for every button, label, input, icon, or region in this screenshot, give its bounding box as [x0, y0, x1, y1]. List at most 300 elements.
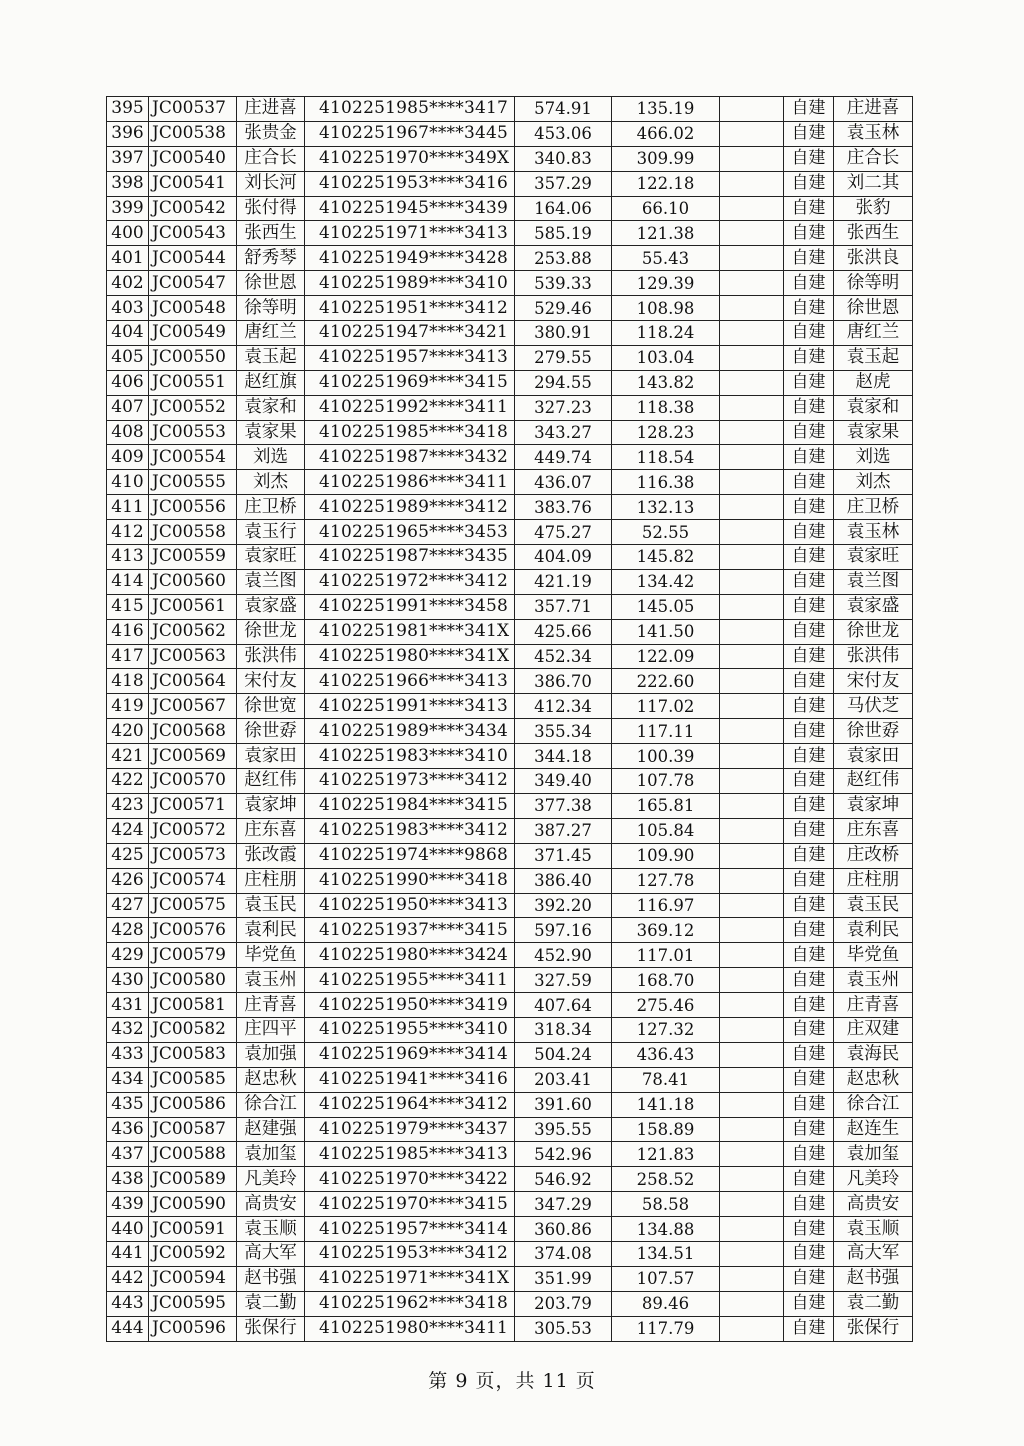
cell-code: JC00538 — [149, 121, 237, 146]
cell-type: 自建 — [784, 1017, 834, 1042]
cell-type: 自建 — [784, 1167, 834, 1192]
cell-code: JC00595 — [149, 1291, 237, 1316]
cell-owner: 赵书强 — [834, 1266, 913, 1291]
cell-type: 自建 — [784, 968, 834, 993]
cell-code: JC00547 — [149, 271, 237, 296]
cell-blank — [720, 569, 784, 594]
cell-code: JC00582 — [149, 1017, 237, 1042]
cell-type: 自建 — [784, 345, 834, 370]
table-body — [107, 97, 913, 1342]
cell-type: 自建 — [784, 420, 834, 445]
cell-area2: 55.43 — [612, 246, 720, 271]
cell-seq: 435 — [107, 1092, 149, 1117]
cell-idnum: 4102251957****3414 — [305, 1217, 515, 1242]
cell-name: 袁玉顺 — [237, 1217, 305, 1242]
cell-owner: 张洪良 — [834, 246, 913, 271]
cell-owner: 凡美玲 — [834, 1167, 913, 1192]
table-row — [107, 1266, 913, 1291]
cell-idnum: 4102251951****3412 — [305, 296, 515, 321]
cell-area2: 122.09 — [612, 644, 720, 669]
cell-name: 徐等明 — [237, 296, 305, 321]
cell-type: 自建 — [784, 495, 834, 520]
cell-area1: 351.99 — [515, 1266, 612, 1291]
cell-code: JC00567 — [149, 694, 237, 719]
cell-area2: 118.38 — [612, 395, 720, 420]
cell-idnum: 4102251980****3424 — [305, 943, 515, 968]
cell-seq: 402 — [107, 271, 149, 296]
cell-seq: 418 — [107, 669, 149, 694]
cell-name: 庄合长 — [237, 146, 305, 171]
cell-type: 自建 — [784, 97, 834, 122]
cell-blank — [720, 545, 784, 570]
cell-area1: 318.34 — [515, 1017, 612, 1042]
cell-area2: 128.23 — [612, 420, 720, 445]
cell-area2: 222.60 — [612, 669, 720, 694]
cell-area2: 116.97 — [612, 893, 720, 918]
cell-seq: 427 — [107, 893, 149, 918]
cell-name: 袁二勤 — [237, 1291, 305, 1316]
cell-name: 袁玉州 — [237, 968, 305, 993]
cell-code: JC00583 — [149, 1042, 237, 1067]
cell-name: 徐世龙 — [237, 619, 305, 644]
cell-idnum: 4102251971****3413 — [305, 221, 515, 246]
cell-type: 自建 — [784, 321, 834, 346]
cell-idnum: 4102251970****3422 — [305, 1167, 515, 1192]
table-row — [107, 893, 913, 918]
cell-code: JC00587 — [149, 1117, 237, 1142]
cell-seq: 442 — [107, 1266, 149, 1291]
table-row — [107, 993, 913, 1018]
cell-owner: 张豹 — [834, 196, 913, 221]
cell-seq: 443 — [107, 1291, 149, 1316]
cell-owner: 赵红伟 — [834, 769, 913, 794]
cell-seq: 404 — [107, 321, 149, 346]
cell-code: JC00592 — [149, 1241, 237, 1266]
cell-seq: 401 — [107, 246, 149, 271]
cell-idnum: 4102251969****3414 — [305, 1042, 515, 1067]
cell-blank — [720, 1117, 784, 1142]
cell-idnum: 4102251985****3417 — [305, 97, 515, 122]
cell-owner: 袁二勤 — [834, 1291, 913, 1316]
cell-blank — [720, 719, 784, 744]
cell-owner: 刘杰 — [834, 470, 913, 495]
cell-code: JC00571 — [149, 793, 237, 818]
cell-owner: 张保行 — [834, 1316, 913, 1341]
cell-type: 自建 — [784, 569, 834, 594]
cell-code: JC00588 — [149, 1142, 237, 1167]
cell-blank — [720, 744, 784, 769]
cell-name: 袁利民 — [237, 918, 305, 943]
cell-name: 赵红旗 — [237, 370, 305, 395]
cell-blank — [720, 1167, 784, 1192]
cell-area2: 145.82 — [612, 545, 720, 570]
cell-name: 刘长河 — [237, 171, 305, 196]
cell-blank — [720, 97, 784, 122]
cell-idnum: 4102251991****3458 — [305, 594, 515, 619]
cell-code: JC00542 — [149, 196, 237, 221]
cell-area1: 452.34 — [515, 644, 612, 669]
cell-idnum: 4102251955****3410 — [305, 1017, 515, 1042]
cell-blank — [720, 1217, 784, 1242]
table-row — [107, 1217, 913, 1242]
cell-name: 袁加强 — [237, 1042, 305, 1067]
cell-name: 张西生 — [237, 221, 305, 246]
cell-area1: 374.08 — [515, 1241, 612, 1266]
cell-owner: 赵虎 — [834, 370, 913, 395]
cell-code: JC00540 — [149, 146, 237, 171]
table-row — [107, 1316, 913, 1341]
cell-area2: 145.05 — [612, 594, 720, 619]
cell-area1: 371.45 — [515, 843, 612, 868]
cell-type: 自建 — [784, 271, 834, 296]
cell-blank — [720, 1092, 784, 1117]
cell-area2: 129.39 — [612, 271, 720, 296]
cell-type: 自建 — [784, 993, 834, 1018]
cell-owner: 唐红兰 — [834, 321, 913, 346]
cell-area1: 392.20 — [515, 893, 612, 918]
cell-type: 自建 — [784, 1067, 834, 1092]
cell-area1: 383.76 — [515, 495, 612, 520]
cell-type: 自建 — [784, 196, 834, 221]
cell-seq: 419 — [107, 694, 149, 719]
cell-code: JC00569 — [149, 744, 237, 769]
table-row — [107, 445, 913, 470]
cell-area2: 78.41 — [612, 1067, 720, 1092]
cell-owner: 袁家果 — [834, 420, 913, 445]
table-row — [107, 420, 913, 445]
cell-name: 赵书强 — [237, 1266, 305, 1291]
cell-owner: 袁玉州 — [834, 968, 913, 993]
cell-code: JC00594 — [149, 1266, 237, 1291]
table-row — [107, 1117, 913, 1142]
cell-area1: 203.79 — [515, 1291, 612, 1316]
cell-blank — [720, 868, 784, 893]
cell-name: 凡美玲 — [237, 1167, 305, 1192]
cell-name: 徐合江 — [237, 1092, 305, 1117]
cell-name: 徐世孬 — [237, 719, 305, 744]
cell-name: 庄卫桥 — [237, 495, 305, 520]
cell-name: 刘杰 — [237, 470, 305, 495]
cell-type: 自建 — [784, 520, 834, 545]
cell-owner: 袁玉林 — [834, 121, 913, 146]
cell-owner: 徐世龙 — [834, 619, 913, 644]
cell-code: JC00590 — [149, 1192, 237, 1217]
cell-owner: 庄改桥 — [834, 843, 913, 868]
cell-owner: 庄卫桥 — [834, 495, 913, 520]
cell-owner: 徐等明 — [834, 271, 913, 296]
cell-owner: 徐世恩 — [834, 296, 913, 321]
cell-seq: 408 — [107, 420, 149, 445]
cell-owner: 刘二其 — [834, 171, 913, 196]
cell-idnum: 4102251987****3435 — [305, 545, 515, 570]
cell-seq: 421 — [107, 744, 149, 769]
table-row — [107, 121, 913, 146]
cell-blank — [720, 843, 784, 868]
table-row — [107, 97, 913, 122]
cell-owner: 徐合江 — [834, 1092, 913, 1117]
cell-blank — [720, 1291, 784, 1316]
cell-idnum: 4102251950****3419 — [305, 993, 515, 1018]
table-row — [107, 644, 913, 669]
cell-code: JC00550 — [149, 345, 237, 370]
cell-type: 自建 — [784, 744, 834, 769]
cell-name: 袁家田 — [237, 744, 305, 769]
cell-area1: 504.24 — [515, 1042, 612, 1067]
cell-blank — [720, 420, 784, 445]
cell-owner: 袁家旺 — [834, 545, 913, 570]
cell-area2: 107.78 — [612, 769, 720, 794]
cell-area2: 116.38 — [612, 470, 720, 495]
cell-area2: 66.10 — [612, 196, 720, 221]
cell-name: 袁家盛 — [237, 594, 305, 619]
table-row — [107, 719, 913, 744]
cell-idnum: 4102251949****3428 — [305, 246, 515, 271]
table-row — [107, 370, 913, 395]
cell-area1: 279.55 — [515, 345, 612, 370]
cell-area1: 407.64 — [515, 993, 612, 1018]
cell-area1: 327.59 — [515, 968, 612, 993]
cell-name: 袁家和 — [237, 395, 305, 420]
cell-type: 自建 — [784, 445, 834, 470]
cell-area2: 118.54 — [612, 445, 720, 470]
cell-area2: 58.58 — [612, 1192, 720, 1217]
cell-seq: 436 — [107, 1117, 149, 1142]
cell-seq: 414 — [107, 569, 149, 594]
cell-type: 自建 — [784, 1316, 834, 1341]
cell-code: JC00541 — [149, 171, 237, 196]
cell-code: JC00575 — [149, 893, 237, 918]
cell-seq: 416 — [107, 619, 149, 644]
cell-area2: 121.38 — [612, 221, 720, 246]
cell-name: 袁家果 — [237, 420, 305, 445]
cell-area1: 357.29 — [515, 171, 612, 196]
cell-idnum: 4102251972****3412 — [305, 569, 515, 594]
cell-blank — [720, 893, 784, 918]
cell-owner: 袁海民 — [834, 1042, 913, 1067]
cell-seq: 395 — [107, 97, 149, 122]
table-row — [107, 345, 913, 370]
cell-area2: 117.01 — [612, 943, 720, 968]
cell-name: 高大军 — [237, 1241, 305, 1266]
cell-idnum: 4102251964****3412 — [305, 1092, 515, 1117]
cell-blank — [720, 943, 784, 968]
cell-area2: 127.32 — [612, 1017, 720, 1042]
cell-blank — [720, 993, 784, 1018]
cell-type: 自建 — [784, 619, 834, 644]
cell-area1: 294.55 — [515, 370, 612, 395]
cell-type: 自建 — [784, 769, 834, 794]
cell-idnum: 4102251965****3453 — [305, 520, 515, 545]
cell-code: JC00537 — [149, 97, 237, 122]
table-row — [107, 694, 913, 719]
cell-name: 刘选 — [237, 445, 305, 470]
table-row — [107, 793, 913, 818]
cell-code: JC00551 — [149, 370, 237, 395]
table-row — [107, 196, 913, 221]
cell-idnum: 4102251969****3415 — [305, 370, 515, 395]
cell-name: 袁玉行 — [237, 520, 305, 545]
cell-area2: 100.39 — [612, 744, 720, 769]
cell-code: JC00548 — [149, 296, 237, 321]
cell-area1: 391.60 — [515, 1092, 612, 1117]
cell-area1: 597.16 — [515, 918, 612, 943]
cell-seq: 440 — [107, 1217, 149, 1242]
cell-name: 庄四平 — [237, 1017, 305, 1042]
cell-owner: 马伏芝 — [834, 694, 913, 719]
cell-owner: 赵连生 — [834, 1117, 913, 1142]
cell-code: JC00552 — [149, 395, 237, 420]
cell-idnum: 4102251983****3412 — [305, 818, 515, 843]
cell-area1: 421.19 — [515, 569, 612, 594]
cell-area2: 108.98 — [612, 296, 720, 321]
cell-owner: 高贵安 — [834, 1192, 913, 1217]
table-row — [107, 545, 913, 570]
cell-idnum: 4102251953****3412 — [305, 1241, 515, 1266]
cell-seq: 444 — [107, 1316, 149, 1341]
cell-blank — [720, 594, 784, 619]
cell-area2: 89.46 — [612, 1291, 720, 1316]
cell-name: 张洪伟 — [237, 644, 305, 669]
cell-seq: 407 — [107, 395, 149, 420]
cell-area2: 134.51 — [612, 1241, 720, 1266]
cell-code: JC00555 — [149, 470, 237, 495]
cell-idnum: 4102251941****3416 — [305, 1067, 515, 1092]
cell-area1: 539.33 — [515, 271, 612, 296]
table-row — [107, 1241, 913, 1266]
cell-seq: 400 — [107, 221, 149, 246]
cell-code: JC00558 — [149, 520, 237, 545]
cell-type: 自建 — [784, 694, 834, 719]
cell-area2: 103.04 — [612, 345, 720, 370]
cell-blank — [720, 171, 784, 196]
cell-name: 张付得 — [237, 196, 305, 221]
cell-idnum: 4102251970****3415 — [305, 1192, 515, 1217]
cell-idnum: 4102251971****341X — [305, 1266, 515, 1291]
cell-blank — [720, 271, 784, 296]
cell-idnum: 4102251950****3413 — [305, 893, 515, 918]
cell-name: 徐世宽 — [237, 694, 305, 719]
cell-area2: 117.02 — [612, 694, 720, 719]
cell-area1: 357.71 — [515, 594, 612, 619]
cell-owner: 庄东喜 — [834, 818, 913, 843]
cell-blank — [720, 296, 784, 321]
table-row — [107, 744, 913, 769]
cell-area2: 165.81 — [612, 793, 720, 818]
cell-name: 袁加玺 — [237, 1142, 305, 1167]
cell-idnum: 4102251990****3418 — [305, 868, 515, 893]
cell-owner: 庄合长 — [834, 146, 913, 171]
cell-seq: 437 — [107, 1142, 149, 1167]
cell-area1: 452.90 — [515, 943, 612, 968]
cell-seq: 431 — [107, 993, 149, 1018]
cell-idnum: 4102251967****3445 — [305, 121, 515, 146]
cell-blank — [720, 246, 784, 271]
cell-owner: 高大军 — [834, 1241, 913, 1266]
cell-name: 徐世恩 — [237, 271, 305, 296]
cell-idnum: 4102251945****3439 — [305, 196, 515, 221]
cell-blank — [720, 644, 784, 669]
cell-area1: 349.40 — [515, 769, 612, 794]
table-row — [107, 843, 913, 868]
cell-area1: 436.07 — [515, 470, 612, 495]
cell-owner: 张洪伟 — [834, 644, 913, 669]
cell-area1: 387.27 — [515, 818, 612, 843]
cell-area2: 135.19 — [612, 97, 720, 122]
table-row — [107, 395, 913, 420]
cell-owner: 袁家盛 — [834, 594, 913, 619]
table-row — [107, 619, 913, 644]
cell-seq: 430 — [107, 968, 149, 993]
cell-name: 赵忠秋 — [237, 1067, 305, 1092]
cell-seq: 413 — [107, 545, 149, 570]
cell-area2: 109.90 — [612, 843, 720, 868]
cell-type: 自建 — [784, 1042, 834, 1067]
table-row — [107, 1042, 913, 1067]
cell-area1: 203.41 — [515, 1067, 612, 1092]
cell-type: 自建 — [784, 171, 834, 196]
cell-blank — [720, 793, 784, 818]
cell-area1: 585.19 — [515, 221, 612, 246]
cell-area2: 118.24 — [612, 321, 720, 346]
cell-code: JC00544 — [149, 246, 237, 271]
cell-blank — [720, 1316, 784, 1341]
cell-area1: 453.06 — [515, 121, 612, 146]
cell-area1: 574.91 — [515, 97, 612, 122]
cell-type: 自建 — [784, 1117, 834, 1142]
cell-code: JC00576 — [149, 918, 237, 943]
cell-area2: 132.13 — [612, 495, 720, 520]
cell-code: JC00586 — [149, 1092, 237, 1117]
cell-area1: 340.83 — [515, 146, 612, 171]
cell-seq: 434 — [107, 1067, 149, 1092]
cell-blank — [720, 694, 784, 719]
cell-seq: 409 — [107, 445, 149, 470]
cell-area1: 542.96 — [515, 1142, 612, 1167]
cell-seq: 425 — [107, 843, 149, 868]
cell-name: 舒秀琴 — [237, 246, 305, 271]
cell-seq: 422 — [107, 769, 149, 794]
cell-type: 自建 — [784, 943, 834, 968]
cell-area1: 380.91 — [515, 321, 612, 346]
table-row — [107, 918, 913, 943]
cell-area2: 309.99 — [612, 146, 720, 171]
cell-blank — [720, 1017, 784, 1042]
cell-area2: 127.78 — [612, 868, 720, 893]
table-row — [107, 1067, 913, 1092]
cell-type: 自建 — [784, 221, 834, 246]
cell-type: 自建 — [784, 1192, 834, 1217]
cell-code: JC00585 — [149, 1067, 237, 1092]
cell-type: 自建 — [784, 1291, 834, 1316]
cell-type: 自建 — [784, 545, 834, 570]
table-row — [107, 1291, 913, 1316]
cell-idnum: 4102251937****3415 — [305, 918, 515, 943]
cell-code: JC00561 — [149, 594, 237, 619]
table-row — [107, 1142, 913, 1167]
table-row — [107, 146, 913, 171]
cell-area1: 386.70 — [515, 669, 612, 694]
cell-blank — [720, 395, 784, 420]
cell-blank — [720, 321, 784, 346]
cell-idnum: 4102251974****9868 — [305, 843, 515, 868]
cell-area1: 529.46 — [515, 296, 612, 321]
cell-seq: 441 — [107, 1241, 149, 1266]
cell-type: 自建 — [784, 470, 834, 495]
cell-code: JC00579 — [149, 943, 237, 968]
cell-code: JC00543 — [149, 221, 237, 246]
cell-name: 庄青喜 — [237, 993, 305, 1018]
cell-type: 自建 — [784, 918, 834, 943]
